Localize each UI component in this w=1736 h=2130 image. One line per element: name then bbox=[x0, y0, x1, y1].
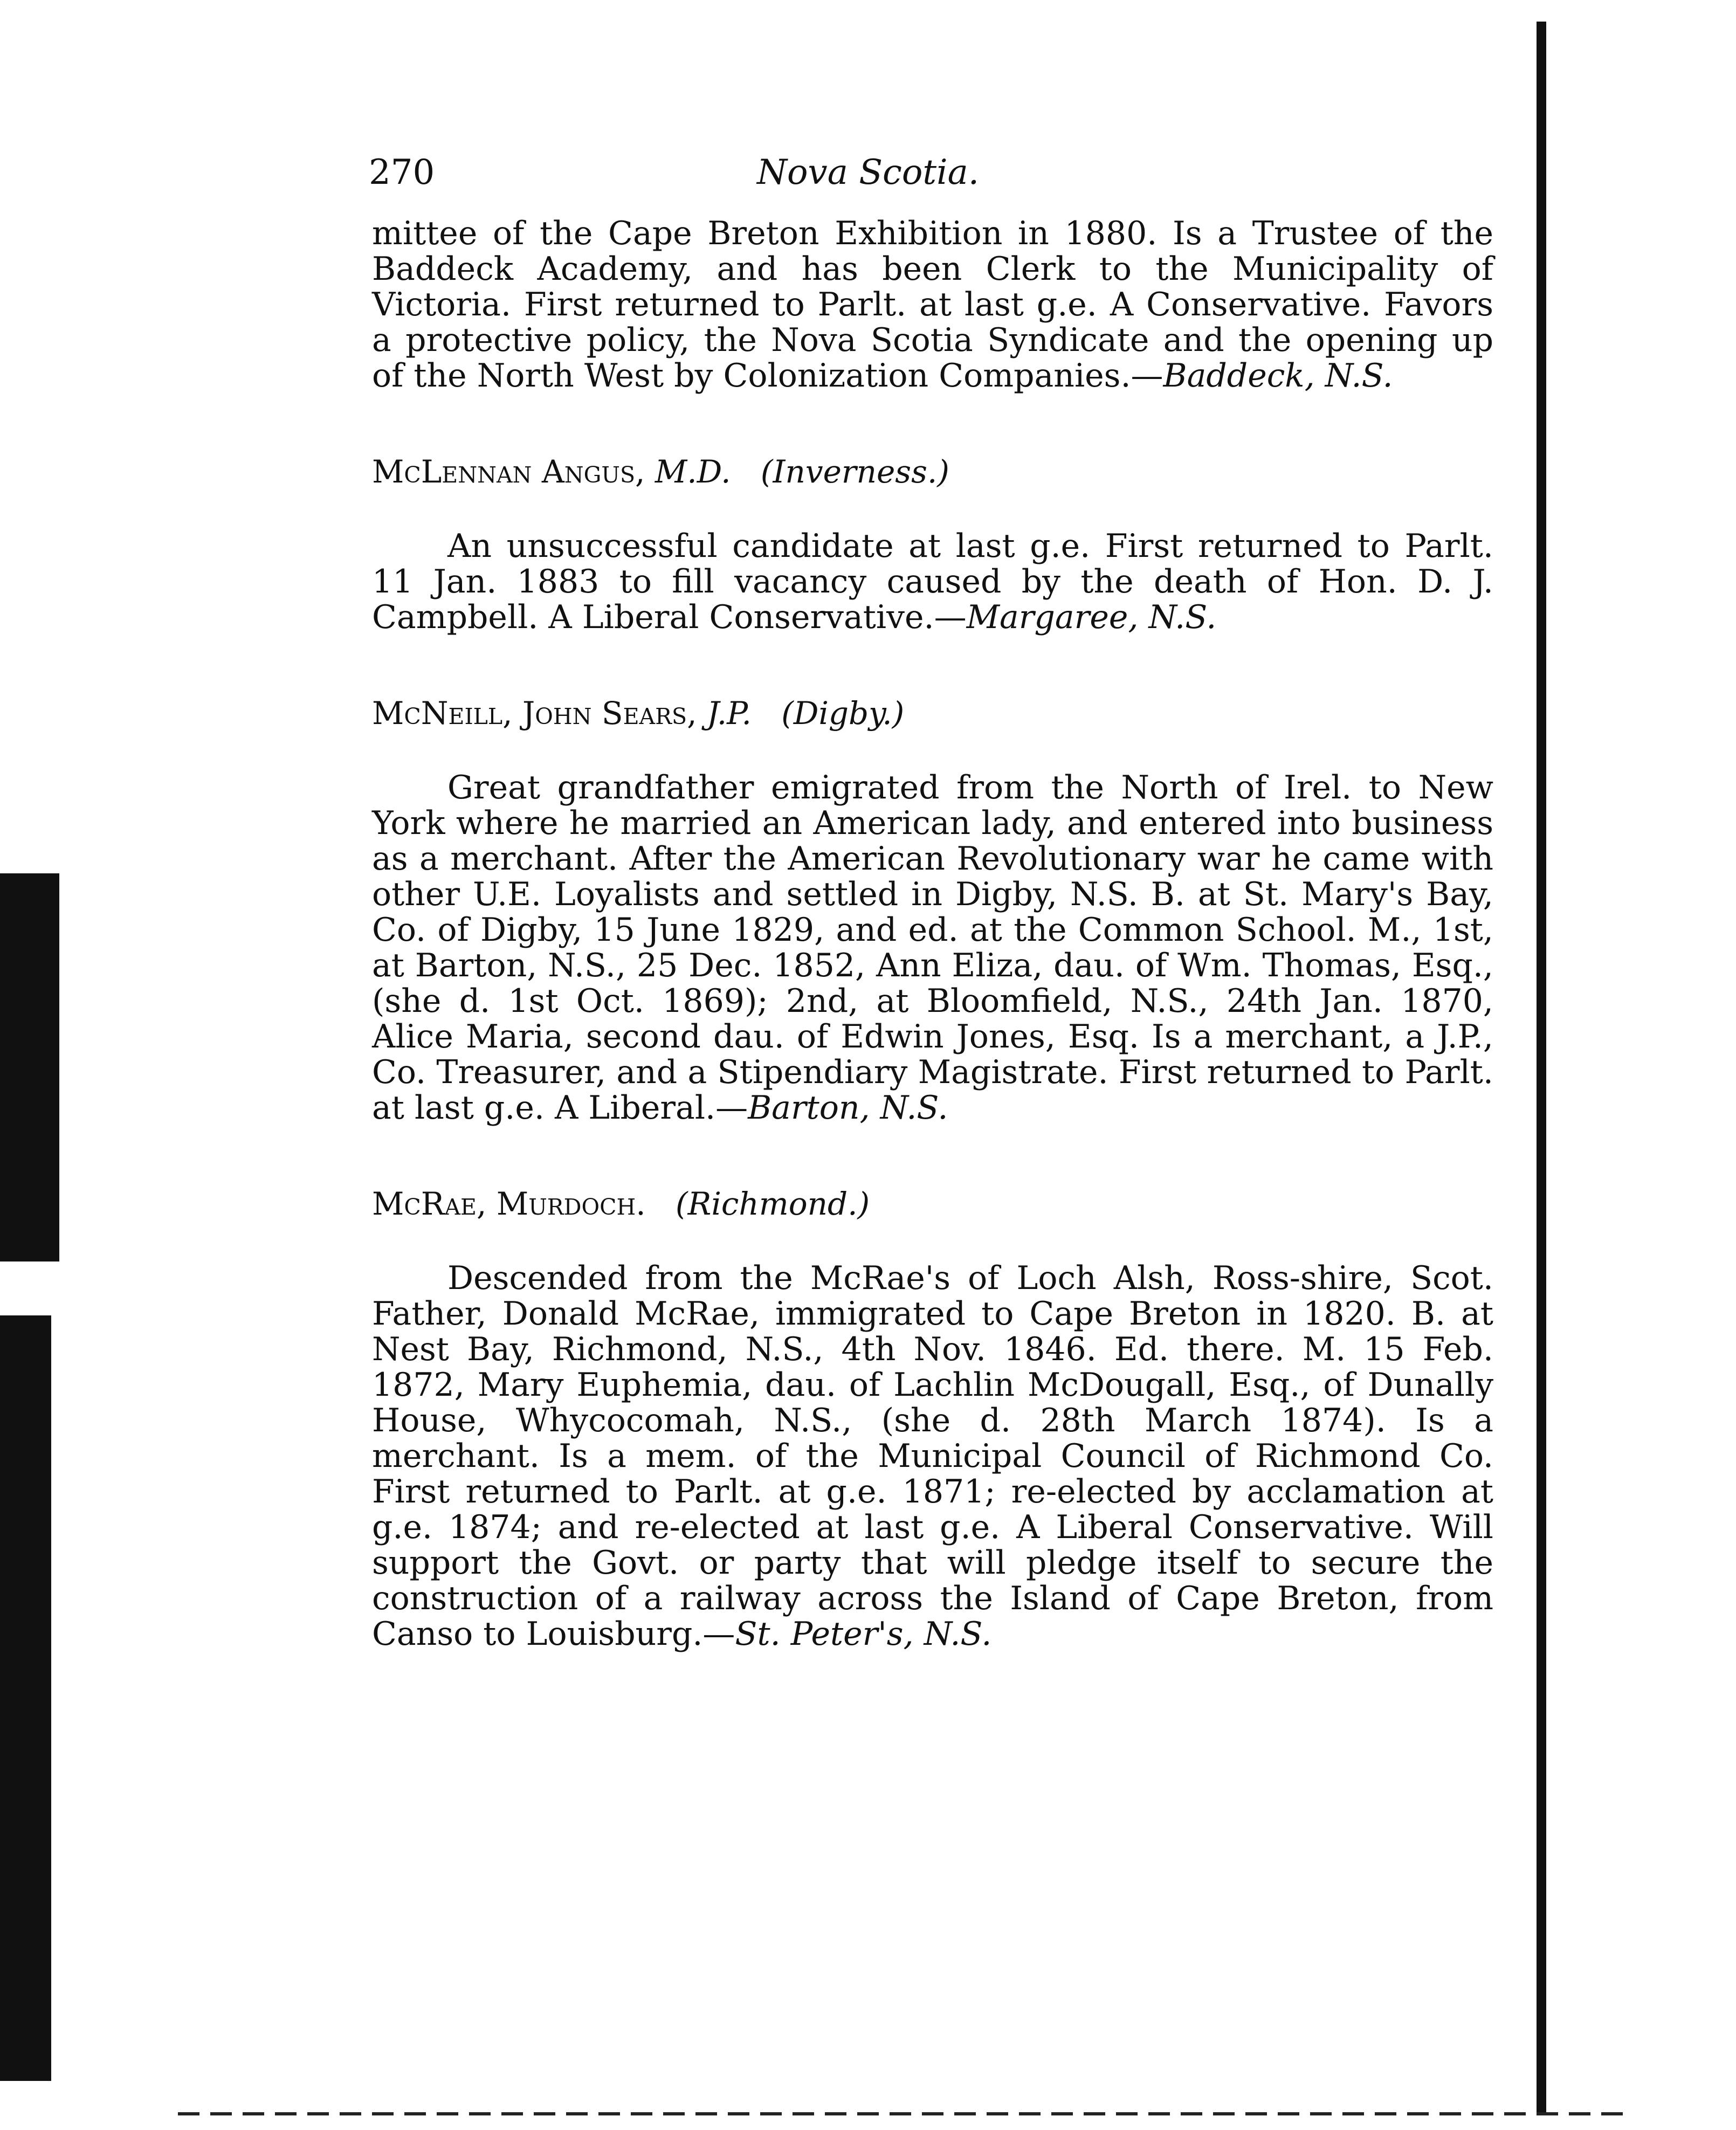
entry-mclennan bbox=[372, 453, 1493, 635]
entry-name: McLennan Angus, bbox=[372, 453, 645, 490]
entry-heading bbox=[372, 453, 1493, 491]
entry-name: McNeill, John Sears, bbox=[372, 695, 697, 732]
running-title: Nova Scotia. bbox=[757, 153, 980, 192]
entry-body-text: An unsuccessful candidate at last g.e. First returned to Parlt. 11 Jan. 1883 to fill vacancy caused by the death of Hon. D. J. Campbell. A Liberal Conservative.— bbox=[372, 527, 1493, 636]
entry-constituency: (Digby.) bbox=[781, 695, 905, 732]
entry-body bbox=[372, 770, 1493, 1126]
page-header bbox=[369, 151, 1501, 194]
entry-body bbox=[372, 528, 1493, 635]
entry-mcrae bbox=[372, 1185, 1493, 1652]
entry-mcneill bbox=[372, 694, 1493, 1126]
continuation-place: Baddeck, N.S. bbox=[1163, 357, 1393, 395]
page-number: 270 bbox=[369, 153, 435, 192]
entry-place: St. Peter's, N.S. bbox=[735, 1615, 992, 1653]
entry-body-text: Descended from the McRae's of Loch Alsh, Ross-shire, Scot. Father, Donald McRae, immigrated to Cape Breton in 1820. B. at Nest Bay, Richmond, N.S., 4th Nov. 1846. Ed. there. M. 15 Feb. 1872, Mary Euphemia, dau. of Lachlin McDougall, Esq., of Dunally House, Whycocomah, N.S., (she d. 28th March 1874). Is a merchant. Is a mem. of the Municipal Council of Richmond Co. First returned to Parlt. at g.e. 1871; re-elected by acclamation at g.e. 1874; and re-elected at last g.e. A Liberal Conservative. Will support the Govt. or party that will pledge itself to secure the construction of a railway across the Island of Cape Breton, from Canso to Louisburg.— bbox=[372, 1259, 1493, 1653]
continuation-text: mittee of the Cape Breton Exhibition in 1880. Is a Trustee of the Baddeck Academy, and has been Clerk to the Municipality of Victoria. First returned to Parlt. at last g.e. A Conservative. Favors a protective policy, the Nova Scotia Syndicate and the opening up of the North West by Colonization Companies.— bbox=[372, 215, 1493, 395]
scan-line-bottom bbox=[178, 2112, 1634, 2115]
entry-name: McRae, Murdoch. bbox=[372, 1185, 646, 1222]
page-edge-right bbox=[1537, 22, 1546, 2113]
entry-constituency: (Inverness.) bbox=[760, 453, 949, 490]
entry-heading bbox=[372, 694, 1493, 732]
page-content bbox=[372, 216, 1493, 1652]
entry-heading bbox=[372, 1185, 1493, 1223]
entry-body-text: Great grandfather emigrated from the North of Irel. to New York where he married an American lady, and entered into business as a merchant. After the American Revolutionary war he came with other U.E. Loyalists and settled in Digby, N.S. B. at St. Mary's Bay, Co. of Digby, 15 June 1829, and ed. at the Common School. M., 1st, at Barton, N.S., 25 Dec. 1852, Ann Eliza, dau. of Wm. Thomas, Esq., (she d. 1st Oct. 1869); 2nd, at Bloomfield, N.S., 24th Jan. 1870, Alice Maria, second dau. of Edwin Jones, Esq. Is a merchant, a J.P., Co. Treasurer, and a Stipendiary Magistrate. First returned to Parlt. at last g.e. A Liberal.— bbox=[372, 769, 1493, 1127]
entry-place: Barton, N.S. bbox=[748, 1089, 948, 1127]
entry-body bbox=[372, 1260, 1493, 1652]
entry-credentials: J.P. bbox=[707, 695, 752, 732]
entry-credentials: M.D. bbox=[655, 453, 731, 490]
entry-constituency: (Richmond.) bbox=[676, 1185, 870, 1222]
continuation-paragraph bbox=[372, 216, 1493, 394]
page-edge-left-upper bbox=[0, 873, 59, 1262]
page-edge-left-lower bbox=[0, 1315, 51, 2081]
entry-place: Margaree, N.S. bbox=[966, 598, 1217, 636]
